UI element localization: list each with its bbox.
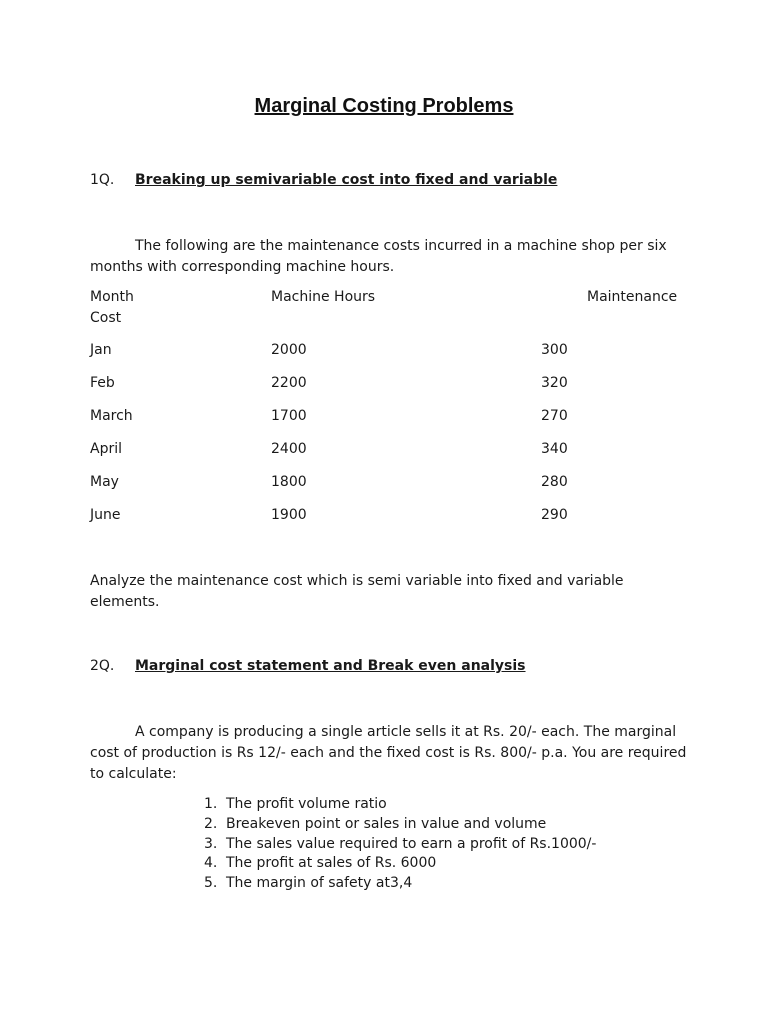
q2-heading: Marginal cost statement and Break even analysis	[135, 658, 526, 674]
q2-intro-paragraph	[90, 722, 690, 785]
table-header-hours: Machine Hours	[271, 289, 376, 305]
table-cell-month: June	[90, 507, 121, 523]
list-item-number: 5.	[204, 875, 218, 892]
list-item	[204, 795, 596, 815]
table-header-cost-wrap: Cost	[90, 310, 122, 326]
table-cell-cost: 300	[541, 342, 568, 358]
page-title: Marginal Costing Problems	[254, 95, 514, 117]
table-cell-month: May	[90, 474, 119, 490]
table-cell-hours: 2200	[271, 375, 307, 391]
q1-task: Analyze the maintenance cost which is semi variable into fixed and variable elements.	[90, 573, 624, 610]
table-cell-hours: 1900	[271, 507, 307, 523]
q2-requirements-list	[204, 795, 596, 894]
q2-number: 2Q.	[90, 658, 115, 674]
list-item-number: 1.	[204, 796, 218, 812]
list-item-number: 2.	[204, 815, 218, 832]
list-item-text: Breakeven point or sales in value and volume	[226, 815, 547, 832]
list-item	[204, 874, 596, 894]
table-cell-cost: 270	[541, 408, 568, 424]
q1-intro-text: The following are the maintenance costs incurred in a machine shop per six months with corresponding machine hours.	[90, 238, 667, 275]
list-item-text: The margin of safety at3,4	[226, 875, 413, 892]
list-item-number: 3.	[204, 835, 218, 852]
q1-intro-paragraph	[90, 236, 690, 278]
list-item-text: The profit volume ratio	[226, 796, 387, 812]
table-cell-hours: 2000	[271, 342, 307, 358]
table-cell-cost: 320	[541, 375, 568, 391]
list-item-text: The profit at sales of Rs. 6000	[226, 855, 437, 872]
list-item	[204, 835, 596, 855]
table-cell-hours: 1800	[271, 474, 307, 490]
list-item	[204, 815, 596, 835]
table-cell-cost: 340	[541, 441, 568, 457]
table-cell-month: Jan	[90, 342, 112, 358]
table-cell-month: March	[90, 408, 133, 424]
table-cell-month: Feb	[90, 375, 115, 391]
table-cell-hours: 1700	[271, 408, 307, 424]
table-header-cost: Maintenance	[587, 289, 678, 305]
table-header-month: Month	[90, 289, 134, 305]
table-cell-cost: 290	[541, 507, 568, 523]
q1-number: 1Q.	[90, 172, 115, 188]
table-cell-hours: 2400	[271, 441, 307, 457]
q2-intro-text: A company is producing a single article sells it at Rs. 20/- each. The marginal cost of production is Rs 12/- each and the fixed cost is Rs. 800/- p.a. You are required to calculate:	[90, 724, 687, 782]
list-item	[204, 854, 596, 874]
list-item-text: The sales value required to earn a profit of Rs.1000/-	[226, 835, 597, 852]
table-cell-cost: 280	[541, 474, 568, 490]
list-item-number: 4.	[204, 855, 218, 872]
table-cell-month: April	[90, 441, 122, 457]
q1-heading: Breaking up semivariable cost into fixed and variable	[135, 172, 558, 188]
